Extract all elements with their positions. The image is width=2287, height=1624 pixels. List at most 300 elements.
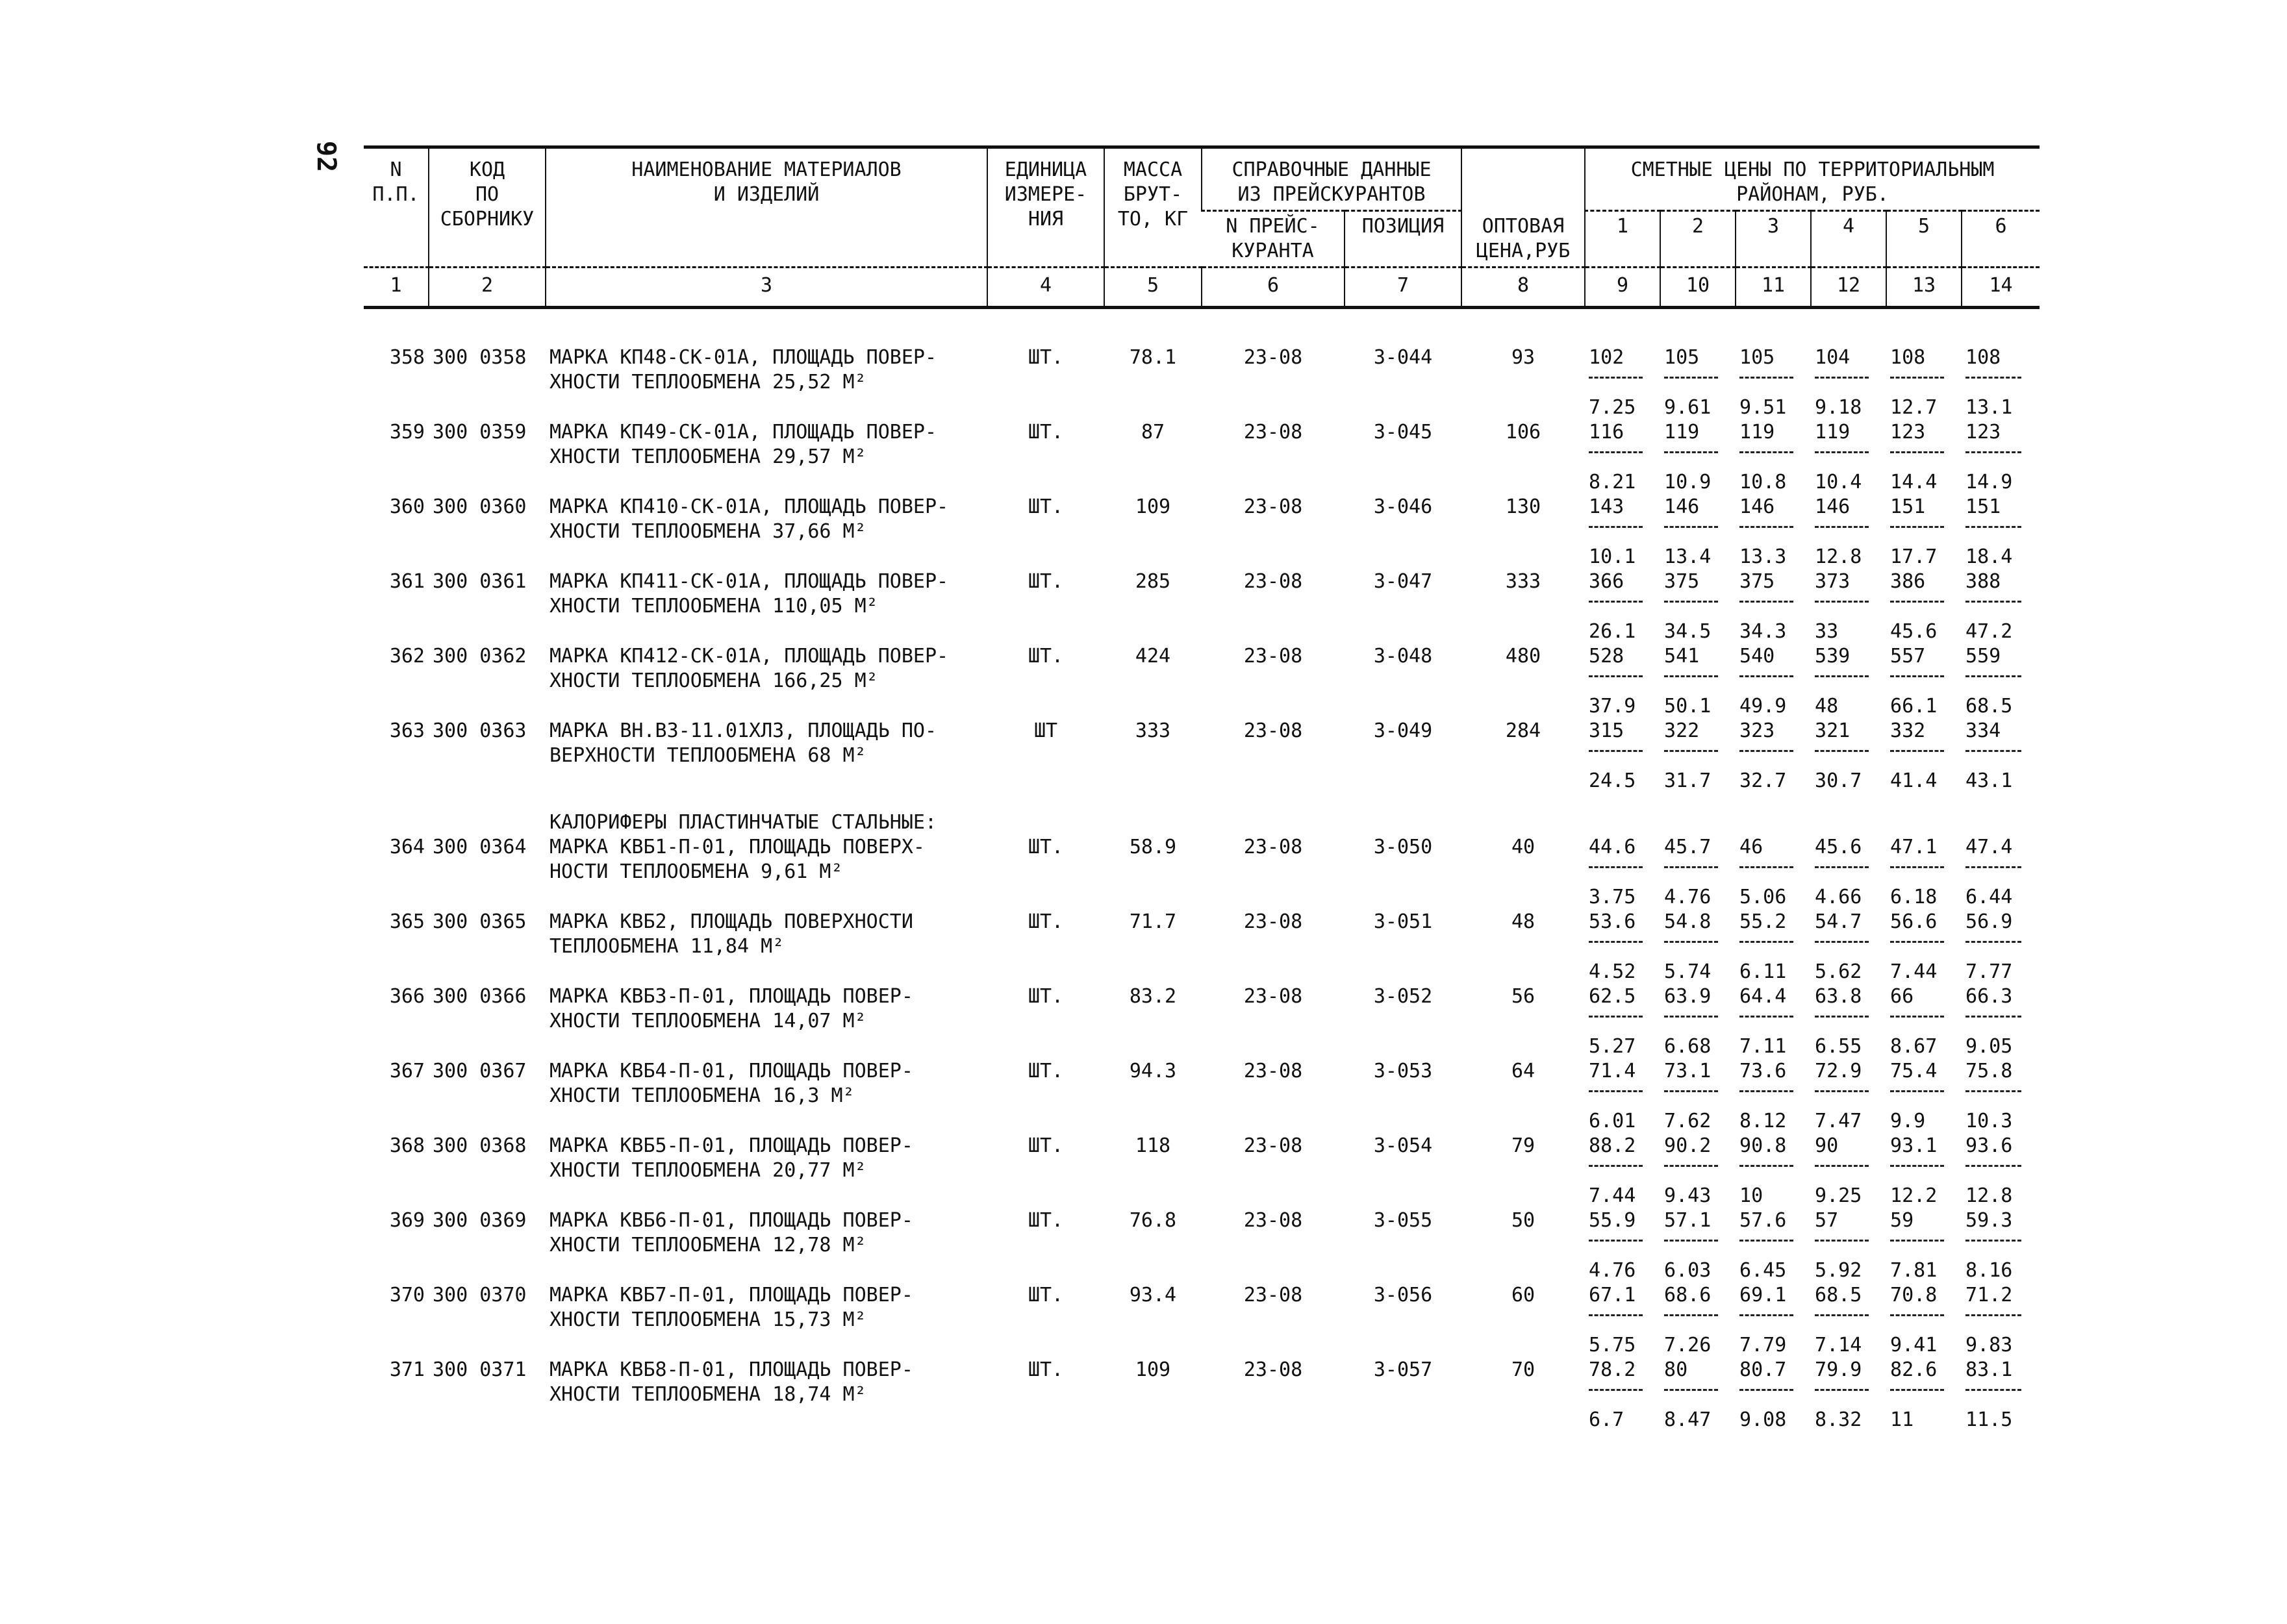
price-value: 146 [1815, 495, 1851, 518]
region-price-cell [1886, 1059, 1962, 1134]
header-region-3: 3 [1736, 211, 1811, 268]
fraction-line [1815, 941, 1869, 960]
table-body [364, 308, 2040, 1433]
region-price-cell [1962, 420, 2040, 495]
fraction-line [1589, 941, 1643, 960]
price-value: 66.3 [1965, 985, 2013, 1008]
row-wholesale: 480 [1505, 645, 1541, 668]
table-row [364, 984, 2040, 1059]
price-value: 539 [1815, 645, 1851, 668]
column-number: 9 [1585, 268, 1660, 308]
fraction-line [1890, 750, 1944, 769]
region-price-cell [1811, 835, 1886, 910]
region-price-cell [1585, 569, 1660, 644]
fraction-line [1664, 601, 1718, 619]
fraction-line [1589, 675, 1643, 694]
fraction-line [1890, 1314, 1944, 1333]
price-value: 63.8 [1815, 985, 1862, 1008]
region-price-cell [1962, 1358, 2040, 1432]
fraction-line [1739, 1314, 1793, 1333]
row-name: МАРКА КВБ7-П-01, ПЛОЩАДЬ ПОВЕР- ХНОСТИ ТЕПЛООБМЕНА 15,73 М² [550, 1284, 913, 1331]
row-position: 3-044 [1373, 346, 1433, 369]
region-price-cell [1962, 1059, 2040, 1134]
fraction-line [1965, 526, 2021, 545]
fraction-line [1664, 526, 1718, 545]
region-price-cell [1585, 644, 1660, 719]
price-secondary-value: 10.4 [1815, 471, 1862, 493]
region-price-cell [1962, 495, 2040, 569]
price-secondary-value: 5.27 [1589, 1035, 1636, 1058]
row-pricelist: 23-08 [1243, 421, 1303, 443]
price-value: 108 [1965, 346, 2001, 369]
fraction-line [1739, 1090, 1793, 1109]
fraction-line [1965, 377, 2021, 395]
row-pricelist: 23-08 [1243, 1060, 1303, 1082]
fraction-line [1815, 1016, 1869, 1034]
region-price-cell [1962, 569, 2040, 644]
price-secondary-value: 9.9 [1890, 1110, 1926, 1132]
price-value: 123 [1965, 421, 2001, 443]
price-value: 53.6 [1589, 910, 1636, 933]
table-row [364, 719, 2040, 793]
header-wholesale: ОПТОВАЯ ЦЕНА,РУБ [1461, 147, 1585, 268]
fraction-line [1589, 750, 1643, 769]
fraction-line [1890, 526, 1944, 545]
price-value: 321 [1815, 719, 1851, 742]
row-number: 371 [389, 1358, 425, 1381]
fraction-line [1815, 1240, 1869, 1258]
price-value: 82.6 [1890, 1358, 1938, 1381]
region-price-cell [1962, 1134, 2040, 1208]
row-wholesale: 60 [1511, 1284, 1535, 1306]
row-wholesale: 64 [1511, 1060, 1535, 1082]
row-number: 369 [389, 1209, 425, 1232]
row-name: МАРКА КП49-СК-01А, ПЛОЩАДЬ ПОВЕР- ХНОСТИ ТЕПЛООБМЕНА 29,57 М² [550, 421, 937, 468]
fraction-line [1965, 1240, 2021, 1258]
fraction-line [1815, 866, 1869, 885]
column-number: 8 [1461, 268, 1585, 308]
region-price-cell [1811, 569, 1886, 644]
row-position: 3-052 [1373, 985, 1433, 1008]
fraction-line [1890, 1389, 1944, 1408]
region-price-cell [1736, 1283, 1811, 1358]
row-number: 363 [389, 719, 425, 742]
row-code: 300 0358 [433, 346, 527, 369]
region-price-cell [1962, 1283, 2040, 1358]
fraction-line [1589, 377, 1643, 395]
row-pricelist: 23-08 [1243, 495, 1303, 518]
price-value: 90.8 [1739, 1134, 1787, 1157]
price-table [364, 145, 2040, 1432]
row-wholesale: 106 [1505, 421, 1541, 443]
row-position: 3-051 [1373, 910, 1433, 933]
fraction-line [1589, 1090, 1643, 1109]
fraction-line [1589, 451, 1643, 470]
row-code: 300 0370 [433, 1284, 527, 1306]
fraction-line [1739, 866, 1793, 885]
region-price-cell [1736, 910, 1811, 984]
row-mass: 93.4 [1129, 1284, 1177, 1306]
price-value: 375 [1664, 570, 1700, 593]
region-price-cell [1886, 1283, 1962, 1358]
region-price-cell [1660, 495, 1736, 569]
fraction-line [1965, 866, 2021, 885]
header-region-4: 4 [1811, 211, 1886, 268]
region-price-cell [1660, 1283, 1736, 1358]
price-secondary-value: 10 [1739, 1184, 1763, 1207]
row-mass: 71.7 [1129, 910, 1177, 933]
price-secondary-value: 4.52 [1589, 960, 1636, 983]
price-secondary-value: 10.9 [1664, 471, 1712, 493]
region-price-cell [1736, 420, 1811, 495]
price-value: 119 [1739, 421, 1775, 443]
price-secondary-value: 11.5 [1965, 1408, 2013, 1431]
row-name: МАРКА КВБ8-П-01, ПЛОЩАДЬ ПОВЕР- ХНОСТИ ТЕПЛООБМЕНА 18,74 М² [550, 1358, 913, 1406]
price-value: 146 [1664, 495, 1700, 518]
row-name: МАРКА КВБ5-П-01, ПЛОЩАДЬ ПОВЕР- ХНОСТИ ТЕПЛООБМЕНА 20,77 М² [550, 1134, 913, 1182]
row-number: 360 [389, 495, 425, 518]
price-value: 68.6 [1664, 1284, 1712, 1306]
price-value: 386 [1890, 570, 1926, 593]
fraction-line [1739, 526, 1793, 545]
price-secondary-value: 68.5 [1965, 695, 2013, 718]
row-unit: ШТ. [1028, 495, 1064, 518]
row-position: 3-046 [1373, 495, 1433, 518]
row-wholesale: 50 [1511, 1209, 1535, 1232]
price-secondary-value: 7.77 [1965, 960, 2013, 983]
fraction-line [1739, 1240, 1793, 1258]
fraction-line [1589, 526, 1643, 545]
price-value: 44.6 [1589, 836, 1636, 858]
row-wholesale: 70 [1511, 1358, 1535, 1381]
row-name: МАРКА КВБ2, ПЛОЩАДЬ ПОВЕРХНОСТИ ТЕПЛООБМЕНА 11,84 М² [550, 910, 913, 958]
fraction-line [1890, 1165, 1944, 1184]
column-number: 4 [987, 268, 1104, 308]
region-price-cell [1962, 910, 2040, 984]
price-value: 108 [1890, 346, 1926, 369]
price-secondary-value: 13.3 [1739, 545, 1787, 568]
row-mass: 285 [1135, 570, 1171, 593]
price-value: 73.6 [1739, 1060, 1787, 1082]
row-position: 3-050 [1373, 836, 1433, 858]
price-value: 105 [1664, 346, 1700, 369]
row-position: 3-054 [1373, 1134, 1433, 1157]
price-secondary-value: 12.2 [1890, 1184, 1938, 1207]
price-value: 143 [1589, 495, 1624, 518]
row-code: 300 0361 [433, 570, 527, 593]
row-code: 300 0369 [433, 1209, 527, 1232]
row-unit: ШТ. [1028, 836, 1064, 858]
region-price-cell [1811, 719, 1886, 793]
column-number: 7 [1345, 268, 1461, 308]
fraction-line [1739, 1389, 1793, 1408]
fraction-line [1589, 1240, 1643, 1258]
fraction-line [1664, 1016, 1718, 1034]
row-number: 368 [389, 1134, 425, 1157]
region-price-cell [1886, 984, 1962, 1059]
price-value: 388 [1965, 570, 2001, 593]
row-wholesale: 48 [1511, 910, 1535, 933]
region-price-cell [1811, 1208, 1886, 1283]
fraction-line [1965, 1389, 2021, 1408]
price-value: 315 [1589, 719, 1624, 742]
fraction-line [1739, 1016, 1793, 1034]
fraction-line [1664, 866, 1718, 885]
region-price-cell [1886, 420, 1962, 495]
price-secondary-value: 8.67 [1890, 1035, 1938, 1058]
column-number-row [364, 268, 2040, 308]
region-price-cell [1886, 1134, 1962, 1208]
column-number: 10 [1660, 268, 1736, 308]
region-price-cell [1886, 495, 1962, 569]
region-price-cell [1886, 1358, 1962, 1432]
price-value: 71.2 [1965, 1284, 2013, 1306]
price-secondary-value: 13.4 [1664, 545, 1712, 568]
row-pricelist: 23-08 [1243, 645, 1303, 668]
region-price-cell [1736, 984, 1811, 1059]
row-position: 3-056 [1373, 1284, 1433, 1306]
price-value: 102 [1589, 346, 1624, 369]
region-price-cell [1811, 910, 1886, 984]
row-unit: ШТ. [1028, 570, 1064, 593]
price-secondary-value: 7.79 [1739, 1334, 1787, 1356]
row-pricelist: 23-08 [1243, 1358, 1303, 1381]
region-price-cell [1886, 345, 1962, 420]
fraction-line [1815, 526, 1869, 545]
price-secondary-value: 34.3 [1739, 620, 1787, 643]
price-value: 104 [1815, 346, 1851, 369]
row-pricelist: 23-08 [1243, 1209, 1303, 1232]
row-mass: 87 [1141, 421, 1165, 443]
region-price-cell [1962, 835, 2040, 910]
price-value: 323 [1739, 719, 1775, 742]
row-number: 364 [389, 836, 425, 858]
region-price-cell [1585, 719, 1660, 793]
price-secondary-value: 34.5 [1664, 620, 1712, 643]
row-name: МАРКА КВБ4-П-01, ПЛОЩАДЬ ПОВЕР- ХНОСТИ ТЕПЛООБМЕНА 16,3 М² [550, 1060, 913, 1107]
price-secondary-value: 5.06 [1739, 886, 1787, 908]
price-value: 119 [1815, 421, 1851, 443]
price-secondary-value: 6.55 [1815, 1035, 1862, 1058]
table-row [364, 345, 2040, 420]
table-row [364, 1208, 2040, 1283]
fraction-line [1965, 1090, 2021, 1109]
price-value: 559 [1965, 645, 2001, 668]
fraction-line [1664, 1389, 1718, 1408]
price-value: 47.1 [1890, 836, 1938, 858]
region-price-cell [1585, 1059, 1660, 1134]
row-position: 3-047 [1373, 570, 1433, 593]
price-secondary-value: 5.74 [1664, 960, 1712, 983]
row-code: 300 0359 [433, 421, 527, 443]
price-secondary-value: 9.18 [1815, 396, 1862, 419]
region-price-cell [1585, 345, 1660, 420]
group-title-row [364, 793, 2040, 835]
region-price-cell [1660, 644, 1736, 719]
row-mass: 118 [1135, 1134, 1171, 1157]
row-pricelist: 23-08 [1243, 1284, 1303, 1306]
fraction-line [1589, 1314, 1643, 1333]
region-price-cell [1736, 1208, 1811, 1283]
fraction-line [1664, 1314, 1718, 1333]
fraction-line [1664, 941, 1718, 960]
row-mass: 333 [1135, 719, 1171, 742]
price-value: 54.8 [1664, 910, 1712, 933]
price-secondary-value: 17.7 [1890, 545, 1938, 568]
price-value: 375 [1739, 570, 1775, 593]
row-number: 362 [389, 645, 425, 668]
header-region-6: 6 [1962, 211, 2040, 268]
price-secondary-value: 8.12 [1739, 1110, 1787, 1132]
row-number: 365 [389, 910, 425, 933]
row-number: 358 [389, 346, 425, 369]
region-price-cell [1736, 719, 1811, 793]
price-secondary-value: 18.4 [1965, 545, 2013, 568]
price-secondary-value: 9.51 [1739, 396, 1787, 419]
row-pricelist: 23-08 [1243, 346, 1303, 369]
price-secondary-value: 8.47 [1664, 1408, 1712, 1431]
region-price-cell [1886, 719, 1962, 793]
row-name: МАРКА КВБ1-П-01, ПЛОЩАДЬ ПОВЕРХ- НОСТИ ТЕПЛООБМЕНА 9,61 М² [550, 836, 925, 883]
header-unit: ЕДИНИЦА ИЗМЕРЕ- НИЯ [987, 147, 1104, 268]
fraction-line [1664, 451, 1718, 470]
page-number: 92 [311, 140, 342, 173]
table-header [364, 147, 2040, 308]
price-value: 557 [1890, 645, 1926, 668]
fraction-line [1890, 451, 1944, 470]
price-value: 93.1 [1890, 1134, 1938, 1157]
price-secondary-value: 7.44 [1589, 1184, 1636, 1207]
row-number: 359 [389, 421, 425, 443]
row-code: 300 0362 [433, 645, 527, 668]
price-secondary-value: 33 [1815, 620, 1839, 643]
region-price-cell [1886, 910, 1962, 984]
price-value: 59 [1890, 1209, 1914, 1232]
row-code: 300 0363 [433, 719, 527, 742]
price-value: 146 [1739, 495, 1775, 518]
price-secondary-value: 5.92 [1815, 1259, 1862, 1282]
price-secondary-value: 10.1 [1589, 545, 1636, 568]
row-name: МАРКА КВБ6-П-01, ПЛОЩАДЬ ПОВЕР- ХНОСТИ ТЕПЛООБМЕНА 12,78 М² [550, 1209, 913, 1256]
price-secondary-value: 8.21 [1589, 471, 1636, 493]
region-price-cell [1736, 495, 1811, 569]
fraction-line [1664, 675, 1718, 694]
price-secondary-value: 14.4 [1890, 471, 1938, 493]
price-secondary-value: 41.4 [1890, 769, 1938, 792]
price-secondary-value: 7.81 [1890, 1259, 1938, 1282]
price-value: 528 [1589, 645, 1624, 668]
fraction-line [1589, 1389, 1643, 1408]
header-position: ПОЗИЦИЯ [1345, 211, 1461, 268]
row-unit: ШТ. [1028, 1209, 1064, 1232]
row-pricelist: 23-08 [1243, 1134, 1303, 1157]
region-price-cell [1736, 1358, 1811, 1432]
fraction-line [1739, 675, 1793, 694]
region-price-cell [1660, 1134, 1736, 1208]
price-value: 66 [1890, 985, 1914, 1008]
price-value: 90.2 [1664, 1134, 1712, 1157]
region-price-cell [1660, 1208, 1736, 1283]
price-value: 56.6 [1890, 910, 1938, 933]
price-value: 332 [1890, 719, 1926, 742]
fraction-line [1815, 1314, 1869, 1333]
region-price-cell [1886, 569, 1962, 644]
row-wholesale: 284 [1505, 719, 1541, 742]
fraction-line [1664, 1090, 1718, 1109]
column-number: 11 [1736, 268, 1811, 308]
price-secondary-value: 12.8 [1965, 1184, 2013, 1207]
table-row [364, 569, 2040, 644]
price-value: 366 [1589, 570, 1624, 593]
row-name: МАРКА КВБ3-П-01, ПЛОЩАДЬ ПОВЕР- ХНОСТИ ТЕПЛООБМЕНА 14,07 М² [550, 985, 913, 1032]
column-number: 5 [1104, 268, 1202, 308]
price-secondary-value: 6.01 [1589, 1110, 1636, 1132]
price-secondary-value: 4.76 [1589, 1259, 1636, 1282]
price-secondary-value: 7.26 [1664, 1334, 1712, 1356]
price-value: 54.7 [1815, 910, 1862, 933]
region-price-cell [1962, 719, 2040, 793]
price-value: 57.1 [1664, 1209, 1712, 1232]
row-name: МАРКА КП410-СК-01А, ПЛОЩАДЬ ПОВЕР- ХНОСТИ ТЕПЛООБМЕНА 37,66 М² [550, 495, 949, 543]
header-mass: МАССА БРУТ- ТО, КГ [1104, 147, 1202, 268]
price-value: 68.5 [1815, 1284, 1862, 1306]
column-number: 2 [429, 268, 546, 308]
fraction-line [1739, 377, 1793, 395]
row-wholesale: 130 [1505, 495, 1541, 518]
row-unit: ШТ. [1028, 910, 1064, 933]
region-price-cell [1660, 984, 1736, 1059]
price-secondary-value: 6.11 [1739, 960, 1787, 983]
row-wholesale: 40 [1511, 836, 1535, 858]
region-price-cell [1962, 984, 2040, 1059]
fraction-line [1815, 1389, 1869, 1408]
price-secondary-value: 7.14 [1815, 1334, 1862, 1356]
region-price-cell [1811, 984, 1886, 1059]
fraction-line [1815, 377, 1869, 395]
row-position: 3-057 [1373, 1358, 1433, 1381]
fraction-line [1664, 750, 1718, 769]
row-wholesale: 333 [1505, 570, 1541, 593]
price-value: 322 [1664, 719, 1700, 742]
row-code: 300 0368 [433, 1134, 527, 1157]
price-secondary-value: 9.43 [1664, 1184, 1712, 1207]
fraction-line [1815, 750, 1869, 769]
row-unit: ШТ. [1028, 1284, 1064, 1306]
region-price-cell [1962, 345, 2040, 420]
price-secondary-value: 31.7 [1664, 769, 1712, 792]
price-table-wrapper [364, 145, 2040, 1432]
region-price-cell [1660, 835, 1736, 910]
price-value: 63.9 [1664, 985, 1712, 1008]
fraction-line [1965, 1016, 2021, 1034]
price-secondary-value: 9.41 [1890, 1334, 1938, 1356]
row-mass: 83.2 [1129, 985, 1177, 1008]
row-mass: 424 [1135, 645, 1171, 668]
region-price-cell [1736, 569, 1811, 644]
row-unit: ШТ. [1028, 645, 1064, 668]
row-position: 3-055 [1373, 1209, 1433, 1232]
table-row [364, 644, 2040, 719]
region-price-cell [1585, 910, 1660, 984]
price-value: 93.6 [1965, 1134, 2013, 1157]
price-secondary-value: 14.9 [1965, 471, 2013, 493]
row-number: 366 [389, 985, 425, 1008]
row-pricelist: 23-08 [1243, 570, 1303, 593]
fraction-line [1890, 1090, 1944, 1109]
row-mass: 109 [1135, 495, 1171, 518]
price-value: 88.2 [1589, 1134, 1636, 1157]
row-name: МАРКА КП412-СК-01А, ПЛОЩАДЬ ПОВЕР- ХНОСТИ ТЕПЛООБМЕНА 166,25 М² [550, 645, 949, 692]
